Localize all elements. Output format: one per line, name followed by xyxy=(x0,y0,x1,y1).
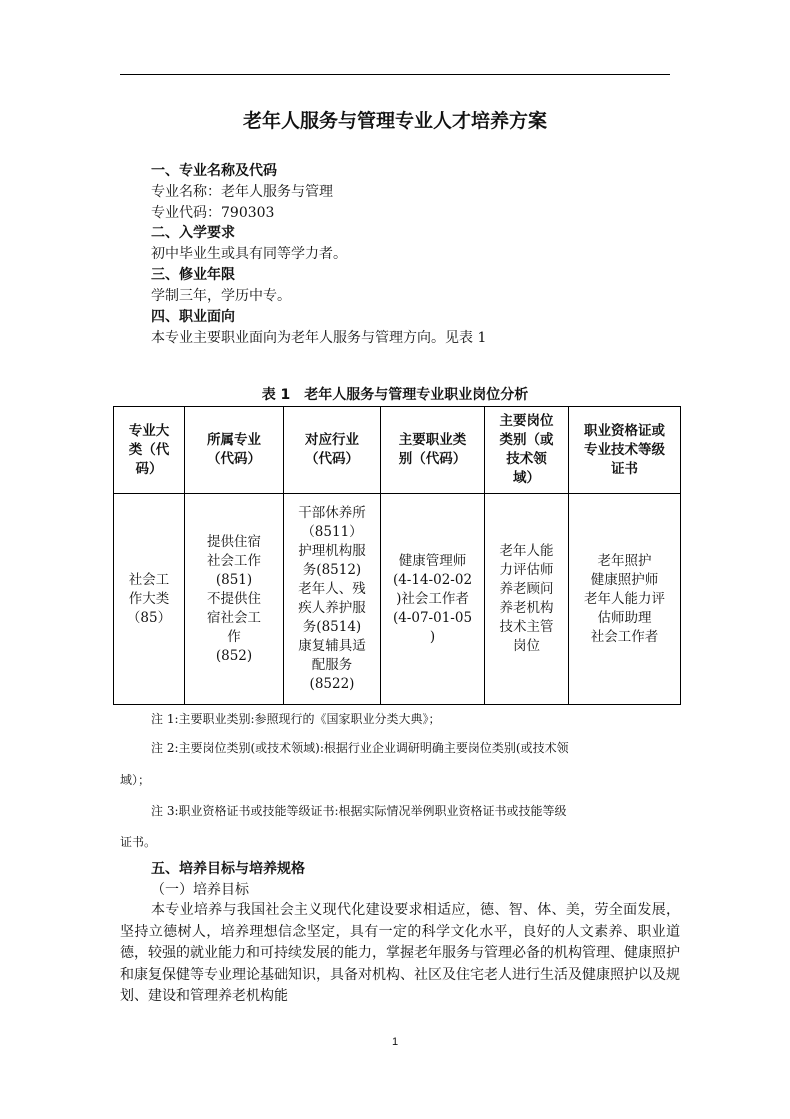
cell-line: 养老机构 xyxy=(499,600,554,616)
table-header-row xyxy=(114,407,681,494)
note-1: 注 1:主要职业类别:参照现行的《国家职业分类大典》； xyxy=(151,712,441,726)
duration-text: 学制三年，学历中专。 xyxy=(151,288,291,304)
cell-line: 务(8514) xyxy=(302,619,362,635)
major-code: 专业代码：790303 xyxy=(151,205,275,221)
note-3: 注 3:职业资格证书或技能等级证书:根据实际情况举例职业资格证书或技能等级 xyxy=(151,804,567,818)
cell-line: 主要岗位 xyxy=(499,413,554,429)
cell-line: 主要职业类 xyxy=(398,432,467,448)
cell-line: ) xyxy=(429,628,436,645)
cell-line: 不提供住 xyxy=(207,590,261,607)
cell-line: )社会工作者 xyxy=(396,590,469,607)
cell-line: 职业资格证或 xyxy=(584,422,665,439)
subsection-heading: （一）培养目标 xyxy=(151,882,249,898)
header-rule xyxy=(120,74,670,75)
cell-line: 健康照护师 xyxy=(590,571,659,588)
cell-line: 估师助理 xyxy=(597,609,652,626)
cell-position xyxy=(485,494,569,705)
note-2: 注 2:主要岗位类别(或技术领域):根据行业企业调研明确主要岗位类别(或技术领 xyxy=(151,741,569,755)
cell-line: 专业大 xyxy=(128,422,170,439)
page-number: 1 xyxy=(391,1036,399,1048)
career-analysis-table xyxy=(113,406,681,705)
cell-line: 社会工作 xyxy=(207,552,261,569)
cell-line: 域） xyxy=(513,470,540,486)
cell-line: 宿社会工 xyxy=(207,609,261,626)
section-3-heading: 三、修业年限 xyxy=(151,267,235,283)
cell-line: 养老顾问 xyxy=(499,581,554,597)
admission-text: 初中毕业生或具有同等学力者。 xyxy=(151,246,347,262)
cell-line: （85） xyxy=(126,609,172,626)
cell-line: 技术主管 xyxy=(499,619,554,635)
header-occupation xyxy=(381,407,485,494)
cell-line: 证书 xyxy=(611,460,638,477)
cell-line: 力评估师 xyxy=(499,562,554,578)
cell-line: (4-07-01-05 xyxy=(392,609,473,626)
cell-major xyxy=(185,494,284,705)
cell-line: (4-14-02-02 xyxy=(392,571,473,588)
cell-line: （代码） xyxy=(207,451,261,467)
cell-line: 配服务 xyxy=(311,657,353,673)
cell-line: 作大类 xyxy=(128,590,170,607)
header-major xyxy=(185,407,284,494)
section-2-heading: 二、入学要求 xyxy=(151,225,235,241)
cell-line: 护理机构服 xyxy=(298,543,366,559)
header-category xyxy=(114,407,185,494)
cell-line: 岗位 xyxy=(513,638,540,654)
header-position xyxy=(485,407,569,494)
cell-line: (852) xyxy=(215,647,253,664)
cell-line: 提供住宿 xyxy=(207,533,261,550)
cell-line: 社会工作者 xyxy=(590,628,659,645)
cell-certificate xyxy=(569,494,681,705)
training-goal-paragraph: 本专业培养与我国社会主义现代化建设要求相适应，德、智、体、美，劳全面发展，坚持立德树人，培养理想信念坚定，具有一定的科学文化水平，良好的人文素养、职业道德，较强的就业能力和可持续发展的能力，掌握老年服务与管理必备的机构管理、健康照护和康复保健等专业理论基础知识，具备对机构、社区及住宅老人进行生活及健康照护以及规划、建设和管理养老机构能 xyxy=(120,902,680,1004)
table-row xyxy=(114,494,681,705)
cell-line: 对应行业 xyxy=(305,432,359,448)
cell-line: 干部休养所 xyxy=(298,505,366,521)
cell-line: （代码） xyxy=(305,451,359,467)
note-3-continued: 证书。 xyxy=(120,835,157,849)
cell-line: 务(8512) xyxy=(302,562,362,578)
cell-category xyxy=(114,494,185,705)
header-industry xyxy=(284,407,381,494)
cell-industry xyxy=(284,494,381,705)
note-2-continued: 域）； xyxy=(120,773,151,787)
section-1-heading: 一、专业名称及代码 xyxy=(151,163,277,179)
cell-line: 作 xyxy=(227,628,241,645)
cell-line: 类（代 xyxy=(128,441,170,458)
cell-line: 别（代码） xyxy=(398,451,467,467)
cell-line: 健康管理师 xyxy=(398,552,467,569)
table-caption: 表 1 老年人服务与管理专业职业岗位分析 xyxy=(261,387,529,403)
section-4-heading: 四、职业面向 xyxy=(151,309,235,325)
major-name: 专业名称：老年人服务与管理 xyxy=(151,184,333,200)
cell-line: 老年人能力评 xyxy=(584,590,665,607)
cell-line: 疾人养护服 xyxy=(298,600,366,616)
cell-line: 所属专业 xyxy=(207,432,261,448)
cell-line: (8522) xyxy=(309,676,355,692)
cell-line: 康复辅具适 xyxy=(298,638,366,654)
cell-line: 码） xyxy=(135,460,163,477)
cell-line: 老年人、残 xyxy=(298,581,366,597)
cell-line: 专业技术等级 xyxy=(584,441,665,458)
cell-line: (851) xyxy=(215,571,253,588)
page-title: 老年人服务与管理专业人才培养方案 xyxy=(242,110,547,132)
cell-line: （8511） xyxy=(301,524,363,540)
cell-line: 老年人能 xyxy=(499,543,554,559)
cell-line: 技术领 xyxy=(506,451,547,467)
cell-line: 老年照护 xyxy=(597,552,652,569)
cell-line: 类别（或 xyxy=(499,432,554,448)
cell-occupation xyxy=(381,494,485,705)
section-5-heading: 五、培养目标与培养规格 xyxy=(151,861,305,877)
cell-line: 社会工 xyxy=(128,571,170,588)
career-text: 本专业主要职业面向为老年人服务与管理方向。见表 1 xyxy=(151,330,487,346)
header-certificate xyxy=(569,407,681,494)
